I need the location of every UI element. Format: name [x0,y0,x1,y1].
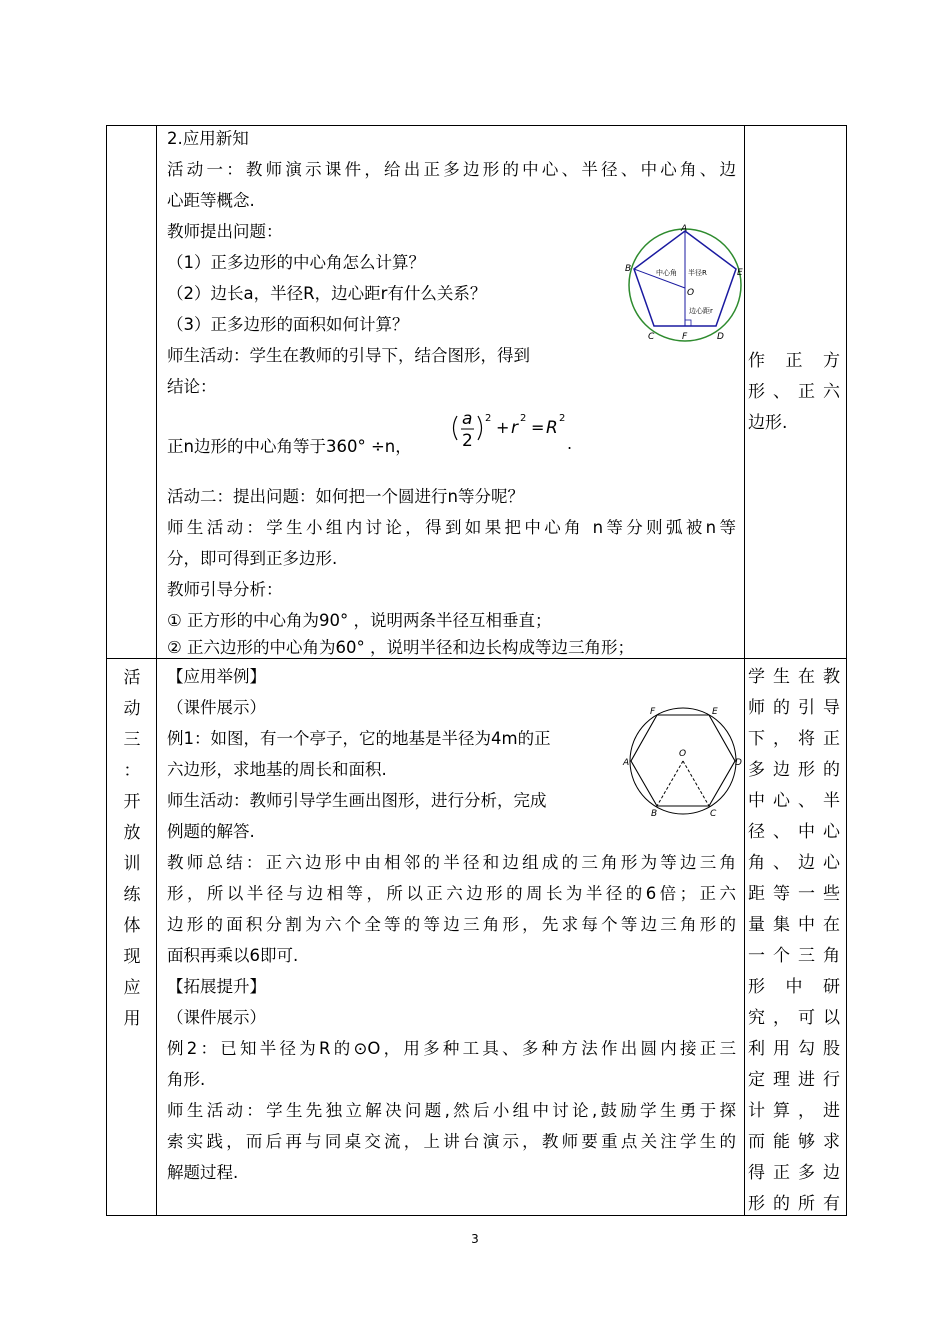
pythagoras-formula [447,408,587,460]
activity-label-char: 现 [123,947,141,967]
label-B: B [651,809,658,819]
formula-exp: 2 [485,413,492,424]
text-line: 角形. [167,1070,206,1089]
label-O: O [687,288,695,298]
svg-text:+: + [496,418,510,437]
label-D: D [717,332,724,342]
note-line: 师的引导 [748,698,840,718]
text-line: 索实践，而后再与同桌交流，上讲台演示，教师要重点关注学生的 [167,1132,736,1151]
text-line: 心距等概念. [167,191,255,210]
text-line: 正n边形的中心角等于360° ÷n， [167,437,412,456]
text-line: 活动一：教师演示课件，给出正多边形的中心、半径、中心角、边 [167,160,736,179]
text-line: 例1：如图，有一个亭子，它的地基是半径为4m的正 [167,729,551,748]
formula-r: r [511,418,518,438]
text-line: （课件展示） [167,1008,266,1027]
note-line: 一个三角 [748,946,840,966]
text-line: 师生活动：学生在教师的引导下，结合图形，得到 [167,346,530,365]
text-line: 师生活动：学生先独立解决问题,然后小组中讨论,鼓励学生勇于探 [167,1101,736,1120]
note-line: 角、边心 [748,853,840,873]
note-line: 径、中心 [748,822,840,842]
note-line: 得正多边 [748,1163,840,1183]
activity-label-char: 应 [123,978,141,998]
text-line: 例题的解答. [167,822,255,841]
note-line: 距等一些 [748,884,840,904]
text-line: 六边形，求地基的周长和面积. [167,760,387,779]
svg-text:.: . [567,434,573,453]
label-C: C [710,809,717,819]
note-line: 作正方 [748,351,840,371]
subheading: 【应用举例】 [167,667,266,686]
svg-text:=: = [531,418,545,437]
svg-text:2: 2 [559,413,566,424]
text-line: 解题过程. [167,1163,239,1182]
formula-a: a [462,409,473,429]
lesson-table [106,125,847,1216]
text-line: 面积再乘以6即可. [167,946,299,965]
text-line: （3）正多边形的面积如何计算？ [167,315,409,334]
formula-R: R [546,418,558,438]
subheading: 【拓展提升】 [167,977,266,996]
activity-label-char: 训 [123,854,141,874]
text-line: 教师总结：正六边形中由相邻的半径和边组成的三角形为等边三角 [167,853,736,872]
note-line: 多边形的 [748,760,840,780]
text-line: 师生活动：学生小组内讨论，得到如果把中心角 n等分则弧被n等 [167,518,736,537]
activity-label-char: 活 [123,668,141,688]
note-line: 形中研 [748,977,840,997]
note-line: 计算，进 [748,1101,840,1121]
note-line: 而能够求 [748,1132,840,1152]
text-line: （2）边长a，半径R，边心距r有什么关系？ [167,284,487,303]
note-line: 形的所有 [748,1194,840,1214]
label-D: D [735,758,742,768]
activity-label-char: 动 [123,699,141,719]
text-line: 边形的面积分割为六个全等的等边三角形，先求每个等边三角形的 [167,915,736,934]
formula-two: 2 [462,431,473,451]
text-line: ② 正六边形的中心角为60° ，说明半径和边长构成等边三角形； [167,638,635,657]
hexagon-diagram [623,700,741,818]
text-line: （1）正多边形的中心角怎么计算？ [167,253,425,272]
text-line: （课件展示） [167,698,266,717]
pentagon-diagram [617,223,743,349]
label-B: B [625,264,632,274]
text-line: 形，所以半径与边相等，所以正六边形的周长为半径的6倍；正六 [167,884,736,903]
label-F: F [682,332,688,342]
section-heading: 2.应用新知 [167,129,249,148]
label-A: A [623,758,630,768]
note-line: 究，可以 [748,1008,840,1028]
activity-label-char: 放 [123,823,141,843]
activity-label-char: 练 [123,885,141,905]
label-E: E [737,268,743,278]
label-radius: 半径R [688,269,707,277]
svg-text:2: 2 [520,413,527,424]
label-C: C [648,332,655,342]
text-line: ① 正方形的中心角为90° ，说明两条半径互相垂直； [167,611,552,630]
label-apothem: 边心距r [689,307,713,315]
label-O: O [679,749,687,759]
page-number: 3 [471,1232,479,1246]
column-divider-right [744,126,745,1215]
label-A: A [681,224,688,234]
label-center-angle: 中心角 [656,269,677,277]
text-line: 教师提出问题： [167,222,283,241]
text-line: 师生活动：教师引导学生画出图形，进行分析，完成 [167,791,547,810]
text-line: 例2：已知半径为R的⊙O，用多种工具、多种方法作出圆内接正三 [167,1039,736,1058]
activity-label-char: 开 [123,792,141,812]
activity-label-char: 三 [123,730,141,750]
note-line: 形、正六 [748,382,840,402]
label-F: F [650,707,656,717]
note-line: 利用勾股 [748,1039,840,1059]
note-line: 下，将正 [748,729,840,749]
activity-label-char: 用 [123,1009,141,1029]
label-E: E [712,707,718,717]
text-line: 结论： [167,377,217,396]
note-line: 定理进行 [748,1070,840,1090]
text-line: 活动二：提出问题：如何把一个圆进行n等分呢？ [167,487,524,506]
text-line: 教师引导分析： [167,580,283,599]
note-line: 学生在教 [748,667,840,687]
activity-label-char: 体 [123,916,141,936]
note-line: 边形. [748,413,788,433]
note-line: 量集中在 [748,915,840,935]
activity-label-char: ： [123,761,141,781]
note-line: 中心、半 [748,791,840,811]
text-line: 分，即可得到正多边形. [167,549,338,568]
